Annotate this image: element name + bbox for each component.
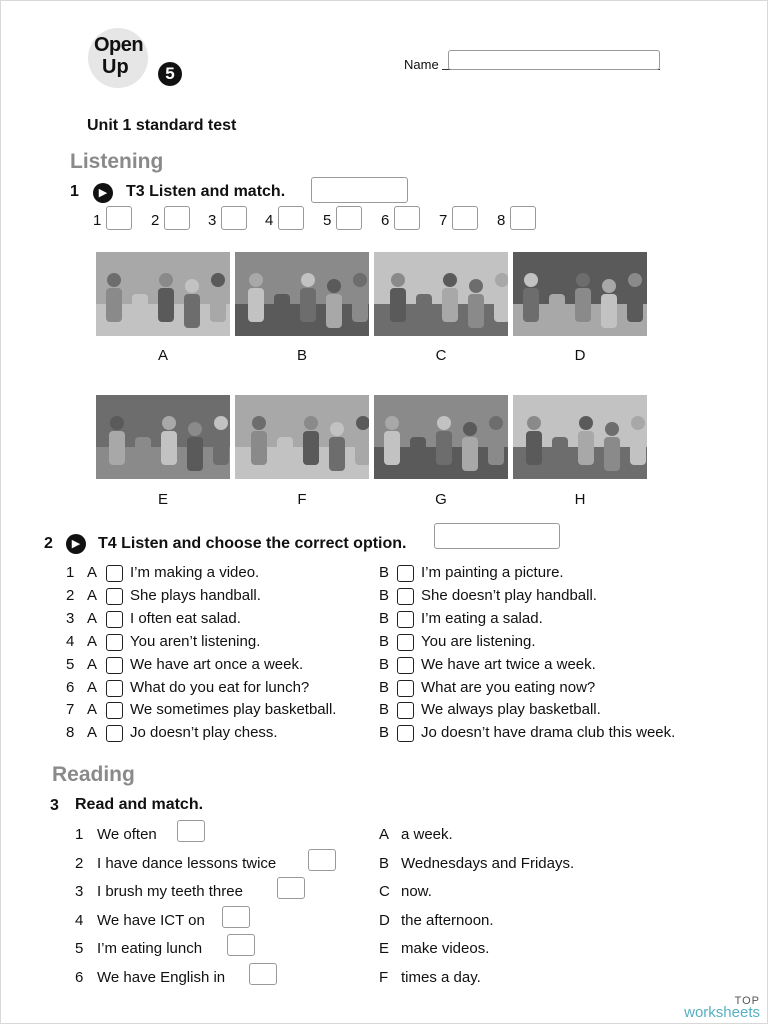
q1-number: 1 — [70, 183, 79, 200]
option-b-letter: B — [379, 655, 390, 673]
q3-option-letter: A — [379, 826, 390, 843]
speaker-icon[interactable]: ▶ — [93, 183, 113, 203]
option-b-letter: B — [379, 586, 390, 604]
q3-sentence-start: I have dance lessons twice — [97, 854, 277, 872]
q3-answer-box[interactable] — [227, 934, 255, 956]
logo-open-text: Open — [94, 34, 144, 56]
q3-answer-box[interactable] — [222, 906, 250, 928]
photo-label: G — [435, 491, 447, 508]
option-a-letter: A — [87, 586, 98, 604]
q1-answer-number: 2 — [151, 212, 160, 229]
q3-sentence-start: I brush my teeth three — [97, 883, 243, 901]
q1-score-box[interactable] — [311, 177, 408, 203]
name-input[interactable] — [448, 50, 660, 70]
option-a-checkbox[interactable] — [106, 588, 123, 605]
q3-item-number: 4 — [75, 911, 84, 929]
q3-item-number: 5 — [75, 940, 84, 958]
open-up-logo — [86, 26, 190, 92]
photo-c — [374, 252, 508, 336]
option-a-text: I’m making a video. — [130, 564, 260, 581]
photo-d — [513, 252, 647, 336]
option-b-letter: B — [379, 564, 390, 581]
option-a-checkbox[interactable] — [106, 611, 123, 628]
q2-instruction: T4 Listen and choose the correct option. — [98, 535, 407, 552]
q3-sentence-end: the afternoon. — [401, 911, 494, 929]
q3-sentence-end: Wednesdays and Fridays. — [401, 854, 575, 872]
option-b-text: We always play basketball. — [421, 701, 601, 719]
option-a-letter: A — [87, 564, 98, 581]
option-a-text: We have art once a week. — [130, 655, 304, 673]
topworksheets-logo — [684, 995, 760, 1021]
option-a-letter: A — [87, 724, 98, 742]
option-a-text: Jo doesn’t play chess. — [130, 724, 278, 742]
q1-answer-box[interactable] — [336, 206, 362, 230]
option-a-checkbox[interactable] — [106, 657, 123, 674]
q3-option-letter: E — [379, 940, 390, 958]
q1-answer-box[interactable] — [394, 206, 420, 230]
logo-level-number: 5 — [158, 62, 182, 86]
option-a-text: You aren’t listening. — [130, 632, 261, 650]
q3-sentence-start: We often — [97, 826, 157, 843]
option-a-text: We sometimes play basketball. — [130, 701, 337, 719]
option-a-text: I often eat salad. — [130, 609, 241, 627]
option-b-checkbox[interactable] — [397, 611, 414, 628]
photo-label: F — [297, 491, 307, 508]
option-b-letter: B — [379, 632, 390, 650]
q3-sentence-start: I’m eating lunch — [97, 940, 203, 958]
option-b-checkbox[interactable] — [397, 565, 414, 582]
q2-row-number: 1 — [66, 564, 75, 581]
q3-sentence-end: make videos. — [401, 940, 490, 958]
brand-top-text: TOP — [734, 995, 760, 1007]
option-a-checkbox[interactable] — [106, 702, 123, 719]
q3-answer-box[interactable] — [177, 820, 205, 842]
option-a-letter: A — [87, 609, 98, 627]
q3-sentence-end: a week. — [401, 826, 453, 843]
option-b-text: We have art twice a week. — [421, 655, 596, 673]
option-b-text: What are you eating now? — [421, 678, 596, 696]
option-b-letter: B — [379, 701, 390, 719]
option-a-text: She plays handball. — [130, 586, 261, 604]
photo-g — [374, 395, 508, 479]
q3-option-letter: D — [379, 911, 390, 929]
option-a-checkbox[interactable] — [106, 634, 123, 651]
option-b-checkbox[interactable] — [397, 657, 414, 674]
reading-title: Reading — [52, 763, 135, 786]
q1-answer-number: 4 — [265, 212, 274, 229]
option-a-text: What do you eat for lunch? — [130, 678, 310, 696]
speaker-icon[interactable]: ▶ — [66, 534, 86, 554]
option-b-checkbox[interactable] — [397, 680, 414, 697]
q1-answer-number: 6 — [381, 212, 390, 229]
q2-row-number: 6 — [66, 678, 75, 696]
q2-row-number: 4 — [66, 632, 75, 650]
photo-a — [96, 252, 230, 336]
q3-instruction: Read and match. — [75, 796, 204, 813]
q1-answer-box[interactable] — [452, 206, 478, 230]
photo-b — [235, 252, 369, 336]
q3-item-number: 2 — [75, 854, 84, 872]
q3-answer-box[interactable] — [249, 963, 277, 985]
q1-answer-number: 5 — [323, 212, 332, 229]
option-b-checkbox[interactable] — [397, 588, 414, 605]
q1-answer-box[interactable] — [106, 206, 132, 230]
option-b-text: I’m eating a salad. — [421, 609, 543, 627]
q3-item-number: 3 — [75, 883, 84, 901]
q1-answer-number: 1 — [93, 212, 102, 229]
photo-label: D — [574, 347, 586, 364]
q1-answer-box[interactable] — [510, 206, 536, 230]
q3-number: 3 — [50, 797, 59, 814]
option-b-letter: B — [379, 678, 390, 696]
option-b-text: I’m painting a picture. — [421, 564, 564, 581]
listening-title: Listening — [70, 150, 164, 173]
option-a-checkbox[interactable] — [106, 725, 123, 742]
q2-score-box[interactable] — [434, 523, 560, 549]
photo-h — [513, 395, 647, 479]
q2-row-number: 7 — [66, 701, 75, 719]
option-b-checkbox[interactable] — [397, 725, 414, 742]
option-a-checkbox[interactable] — [106, 565, 123, 582]
option-a-letter: A — [87, 655, 98, 673]
q3-answer-box[interactable] — [277, 877, 305, 899]
photo-label: H — [574, 491, 586, 508]
logo-up-text: Up — [102, 56, 129, 78]
q3-sentence-start: We have ICT on — [97, 911, 205, 929]
q2-number: 2 — [44, 535, 53, 552]
q3-option-letter: C — [379, 883, 390, 901]
q1-instruction: T3 Listen and match. — [126, 183, 286, 200]
option-b-checkbox[interactable] — [397, 702, 414, 719]
option-b-checkbox[interactable] — [397, 634, 414, 651]
q3-item-number: 1 — [75, 826, 84, 843]
name-label: Name — [404, 57, 439, 72]
option-b-text: Jo doesn’t have drama club this week. — [421, 724, 676, 742]
photo-label: B — [296, 347, 307, 364]
q3-sentence-end: now. — [401, 883, 432, 901]
photo-f — [235, 395, 369, 479]
unit-title: Unit 1 standard test — [87, 117, 237, 134]
option-b-text: You are listening. — [421, 632, 536, 650]
photo-label: C — [435, 347, 447, 364]
q2-row-number: 5 — [66, 655, 75, 673]
q1-answer-number: 3 — [208, 212, 217, 229]
q2-row-number: 8 — [66, 724, 75, 742]
option-a-letter: A — [87, 632, 98, 650]
q1-answer-box[interactable] — [164, 206, 190, 230]
brand-worksheets-text: worksheets — [684, 1004, 760, 1021]
q3-item-number: 6 — [75, 969, 84, 986]
q1-answer-number: 7 — [439, 212, 448, 229]
q1-answer-box[interactable] — [278, 206, 304, 230]
option-b-text: She doesn’t play handball. — [421, 586, 597, 604]
photo-label: E — [157, 491, 168, 508]
option-a-letter: A — [87, 678, 98, 696]
q1-answer-number: 8 — [497, 212, 506, 229]
option-b-letter: B — [379, 609, 390, 627]
photo-e — [96, 395, 230, 479]
q3-answer-box[interactable] — [308, 849, 336, 871]
q2-row-number: 3 — [66, 609, 75, 627]
option-a-checkbox[interactable] — [106, 680, 123, 697]
q3-sentence-start: We have English in — [97, 969, 226, 986]
q1-answer-box[interactable] — [221, 206, 247, 230]
q3-option-letter: B — [379, 854, 390, 872]
photo-label: A — [157, 347, 168, 364]
option-a-letter: A — [87, 701, 98, 719]
q2-row-number: 2 — [66, 586, 75, 604]
q3-option-letter: F — [379, 969, 389, 986]
q3-sentence-end: times a day. — [401, 969, 481, 986]
option-b-letter: B — [379, 724, 390, 742]
